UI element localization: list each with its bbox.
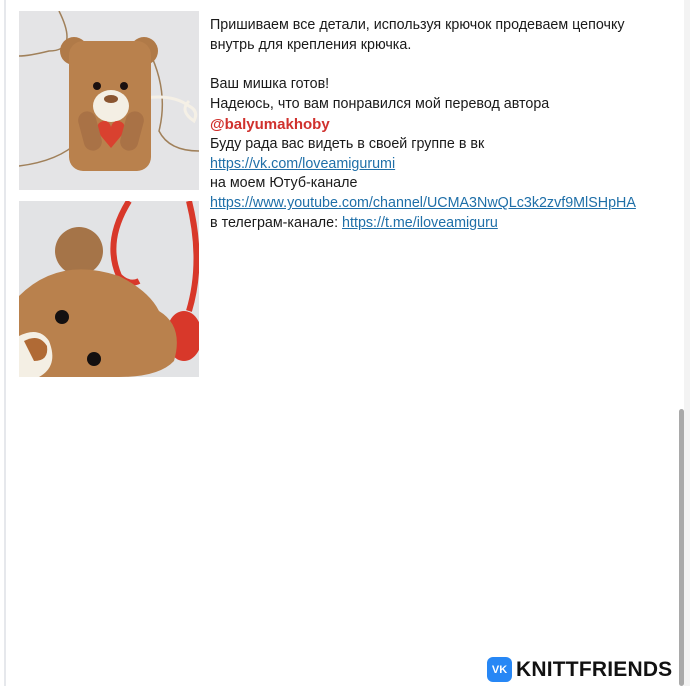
text-line: Надеюсь, что вам понравился мой перевод автора [210,96,550,113]
author-handle: @balyumakhoby [210,115,330,133]
vk-logo-icon: VK [487,657,512,682]
bear-closeup-photo [19,201,199,377]
page-left-border [4,0,6,686]
telegram-link[interactable]: https://t.me/iloveamiguru [342,214,498,231]
watermark [487,657,672,682]
article-text [210,16,680,234]
text-line: внутрь для крепления крючка. [210,36,412,53]
watermark-name: KNITTFRIENDS [516,657,673,681]
page-right-border [684,0,690,686]
telegram-label: в телеграм-канале: [210,214,343,231]
youtube-channel-link[interactable]: https://www.youtube.com/channel/UCMA3NwQLc3k2zvf9MlSHpHA [210,195,636,212]
text-line: Ваш мишка готов! [210,76,330,93]
scrollbar[interactable] [679,409,684,686]
text-line: на моем Ютуб-канале [210,175,358,192]
vk-group-link[interactable]: https://vk.com/loveamigurumi [210,155,396,172]
text-line: Пришиваем все детали, используя крючок продеваем цепочку [210,17,625,33]
bear-phone-case-photo [19,11,199,190]
text-line: Буду рада вас видеть в своей группе в вк [210,135,485,152]
